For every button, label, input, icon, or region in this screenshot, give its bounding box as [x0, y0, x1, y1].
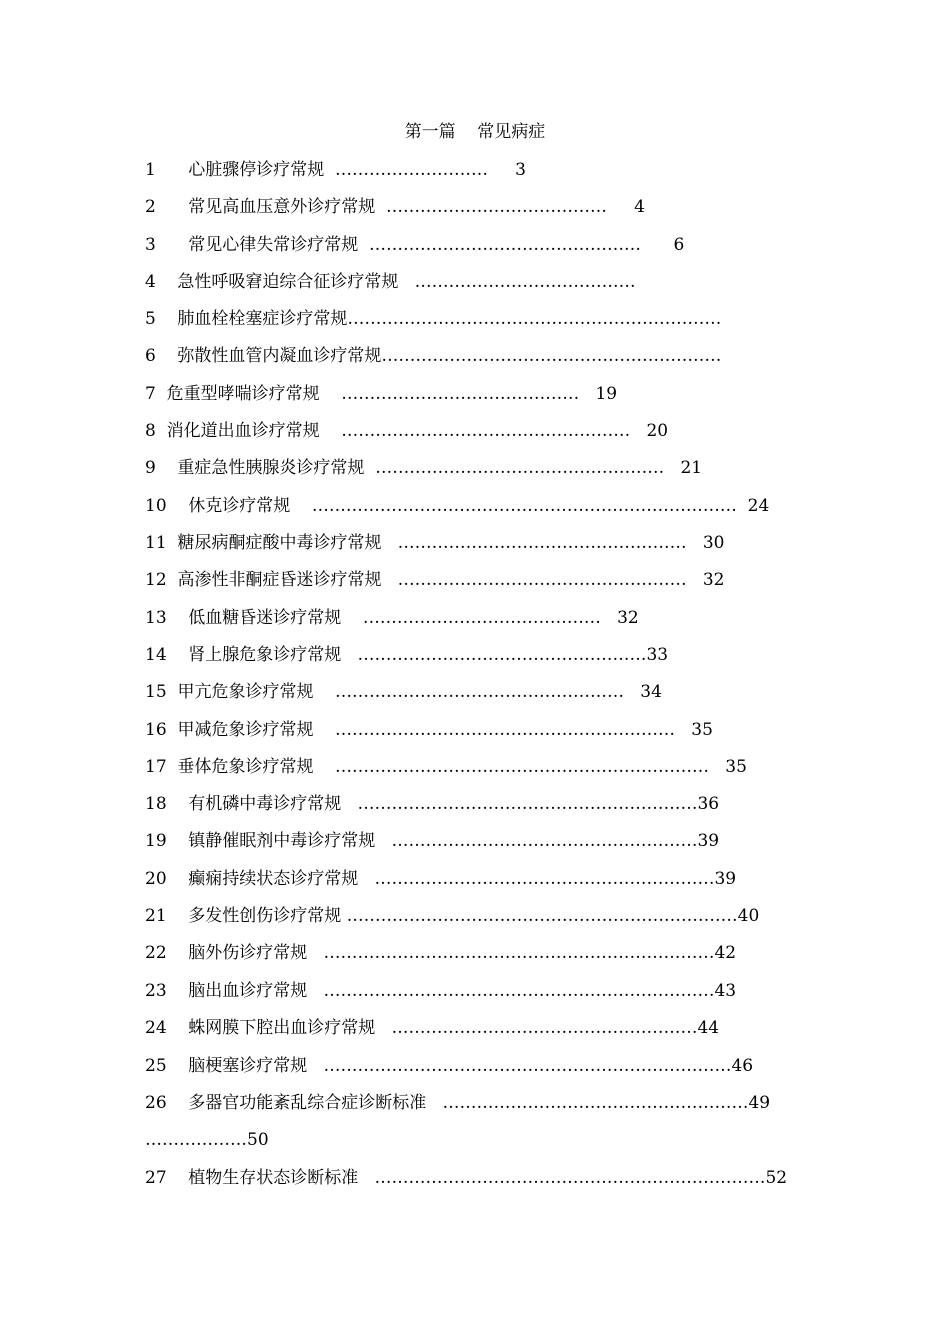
toc-entry: 5 肺血栓栓塞症诊疗常规…………………………………………………………	[145, 309, 722, 329]
toc-entry: 14 肾上腺危象诊疗常规 ……………………………………………33	[145, 645, 669, 665]
toc-entry: 19 镇静催眠剂中毒诊疗常规 ………………………………………………39	[145, 831, 720, 851]
toc-entry: 4 急性呼吸窘迫综合征诊疗常规 …………………………………	[145, 272, 636, 292]
toc-entry: 7 危重型哮喘诊疗常规 …………………………………… 19	[145, 384, 618, 404]
toc-entry: 15 甲亢危象诊疗常规 …………………………………………… 34	[145, 682, 662, 702]
toc-entry: 24 蛛网膜下腔出血诊疗常规 ………………………………………………44	[145, 1018, 720, 1038]
toc-entry: 3 常见心律失常诊疗常规 ………………………………………… 6	[145, 235, 685, 255]
toc-entry: 16 甲减危象诊疗常规 …………………………………………………… 35	[145, 720, 713, 740]
toc-entry: 25 脑梗塞诊疗常规 ………………………………………………………………46	[145, 1056, 754, 1076]
toc-entry: 2 常见高血压意外诊疗常规 ………………………………… 4	[145, 197, 645, 217]
toc-entry: 27 植物生存状态诊断标准 ……………………………………………………………52	[145, 1168, 788, 1188]
toc-entry: 21 多发性创伤诊疗常规 ……………………………………………………………40	[145, 906, 760, 926]
toc-entry: 20 癫痫持续状态诊疗常规 ……………………………………………………39	[145, 869, 737, 889]
toc-entry: 1 心脏骤停诊疗常规 ……………………… 3	[145, 160, 526, 180]
toc-entry: 18 有机磷中毒诊疗常规 ……………………………………………………36	[145, 794, 720, 814]
toc-entry: 26 多器官功能紊乱综合症诊断标准 ………………………………………………49	[145, 1093, 771, 1113]
toc-entry: 10 休克诊疗常规 ………………………………………………………………… 24	[145, 496, 770, 516]
toc-entry: 8 消化道出血诊疗常规 …………………………………………… 20	[145, 421, 669, 441]
toc-entry: 11 糖尿病酮症酸中毒诊疗常规 …………………………………………… 30	[145, 533, 725, 553]
toc-entry: 17 垂体危象诊疗常规 ………………………………………………………… 35	[145, 757, 747, 777]
toc-entry: 23 脑出血诊疗常规 ……………………………………………………………43	[145, 981, 737, 1001]
chapter-heading: 第一篇 常见病症	[404, 122, 546, 142]
toc-entry: 6 弥散性血管内凝血诊疗常规……………………………………………………	[145, 346, 722, 366]
toc-entry: 22 脑外伤诊疗常规 ……………………………………………………………42	[145, 943, 737, 963]
toc-entry: 12 高渗性非酮症昏迷诊疗常规 …………………………………………… 32	[145, 570, 725, 590]
toc-entry: 9 重症急性胰腺炎诊疗常规 …………………………………………… 21	[145, 458, 703, 478]
toc-entry-continuation: ………………50	[145, 1130, 269, 1150]
toc-entry: 13 低血糖昏迷诊疗常规 …………………………………… 32	[145, 608, 639, 628]
